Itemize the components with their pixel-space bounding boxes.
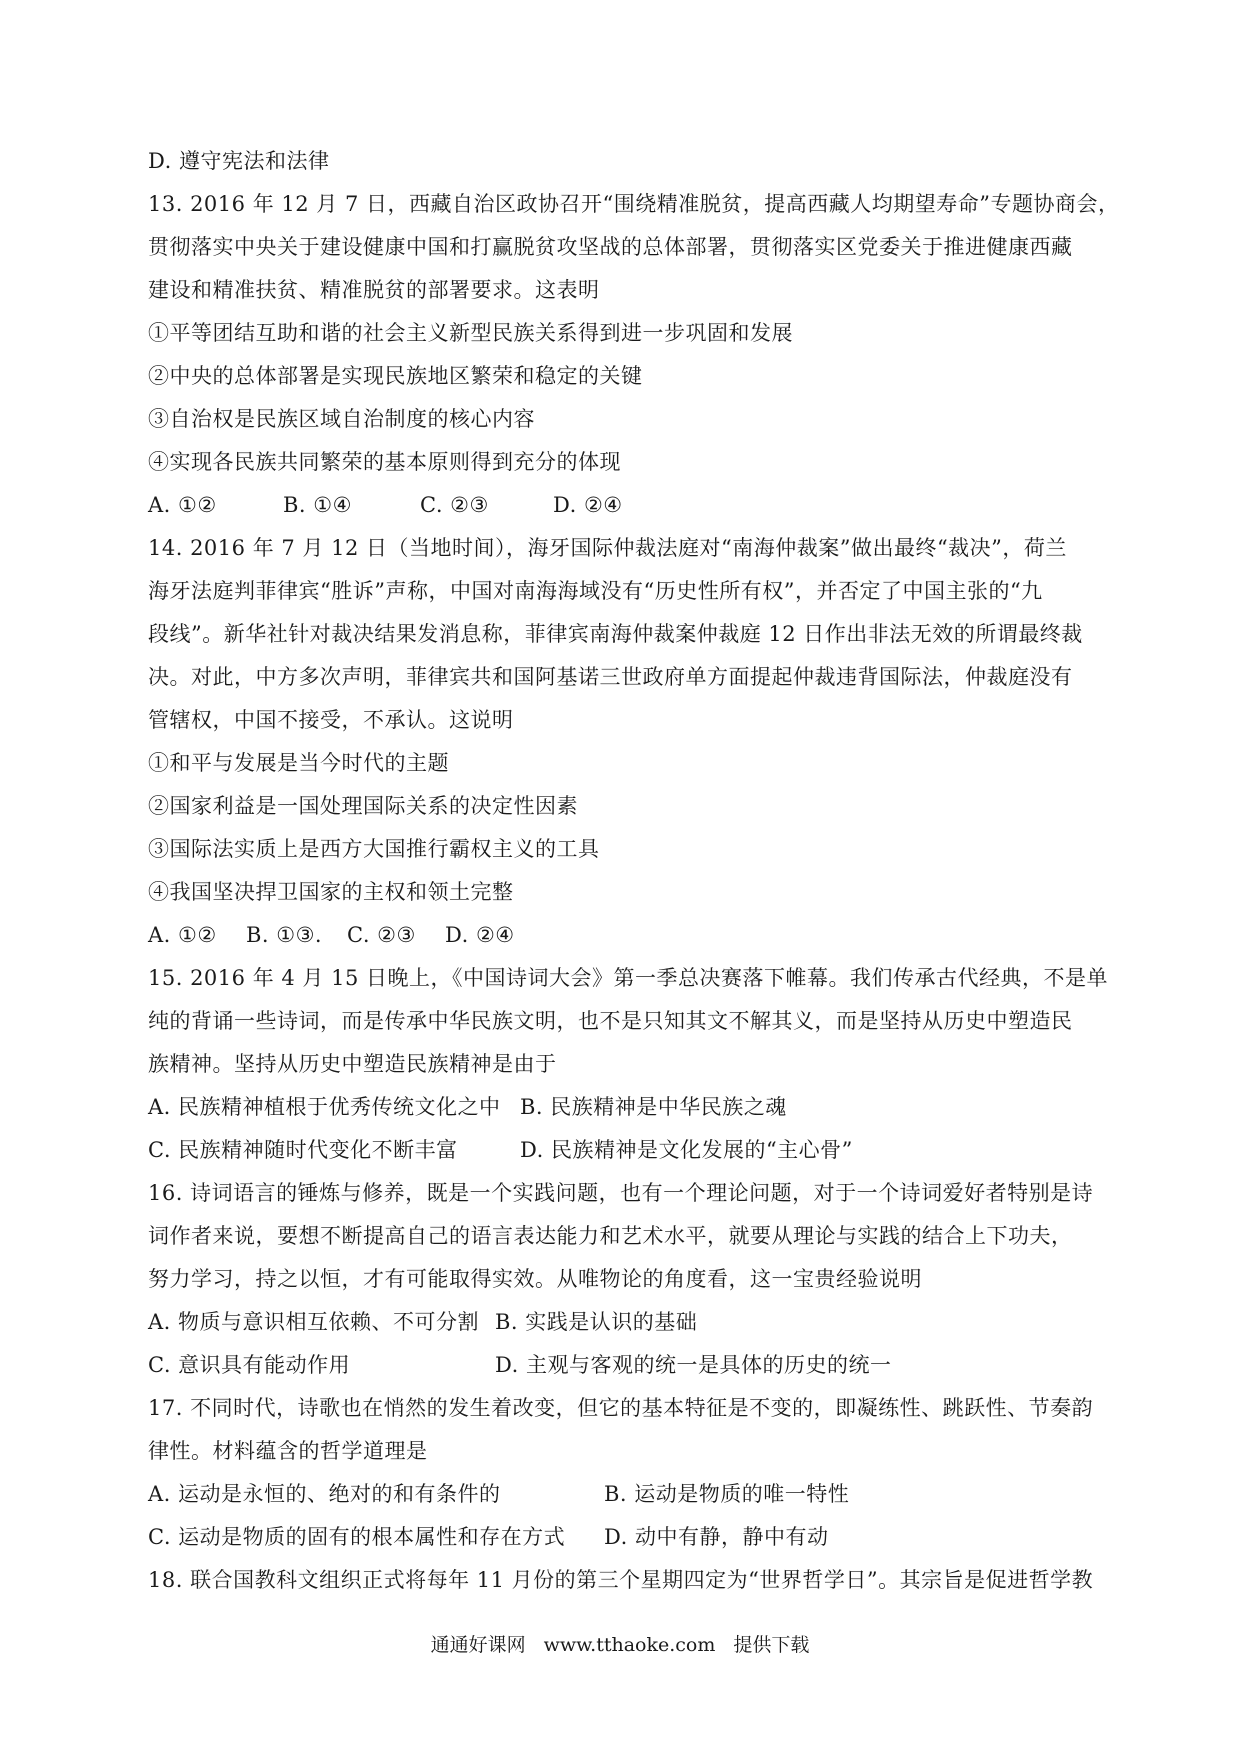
q16-option-d: D. 主观与客观的统一是具体的历史的统一 — [495, 1353, 892, 1377]
q13-statement-4: ④实现各民族共同繁荣的基本原则得到充分的体现 — [148, 450, 621, 474]
q13-option-b: B. ①④ — [283, 493, 352, 517]
q13-options — [148, 484, 1098, 527]
q14-options — [148, 914, 1098, 957]
q14-stem-line-5: 管辖权，中国不接受，不承认。这说明 — [148, 708, 514, 732]
q15-option-c: C. 民族精神随时代变化不断丰富 — [148, 1138, 458, 1162]
q14-stem-line-2: 海牙法庭判菲律宾“胜诉”声称，中国对南海海域没有“历史性所有权”，并否定了中国主张的“九 — [148, 579, 1043, 603]
q15-options-row-1 — [148, 1086, 1098, 1129]
q12-option-d: D. 遵守宪法和法律 — [148, 149, 330, 173]
q13-statement-2: ②中央的总体部署是实现民族地区繁荣和稳定的关键 — [148, 364, 643, 388]
q14-option-b: B. ①③. — [246, 923, 323, 947]
q18-stem-line-1: 18. 联合国教科文组织正式将每年 11 月份的第三个星期四定为“世界哲学日”。其宗旨是促进哲学教 — [148, 1568, 1094, 1592]
q16-option-a: A. 物质与意识相互依赖、不可分割 — [148, 1310, 480, 1334]
q16-options-row-2 — [148, 1344, 1098, 1387]
q13-statement-1: ①平等团结互助和谐的社会主义新型民族关系得到进一步巩固和发展 — [148, 321, 793, 345]
page-footer — [0, 1630, 1240, 1657]
q14-option-a: A. ①② — [148, 923, 217, 947]
q17-option-a: A. 运动是永恒的、绝对的和有条件的 — [148, 1482, 501, 1506]
q14-stem-line-3: 段线”。新华社针对裁决结果发消息称，菲律宾南海仲裁案仲裁庭 12 日作出非法无效的所谓最终裁 — [148, 622, 1083, 646]
document-body — [148, 140, 1120, 1602]
q13-statement-3: ③自治权是民族区域自治制度的核心内容 — [148, 407, 535, 431]
q17-options-row-2 — [148, 1516, 1098, 1559]
q17-options-row-1 — [148, 1473, 1098, 1516]
q16-option-c: C. 意识具有能动作用 — [148, 1353, 351, 1377]
q16-stem-line-3: 努力学习，持之以恒，才有可能取得实效。从唯物论的角度看，这一宝贵经验说明 — [148, 1267, 922, 1291]
q14-option-d: D. ②④ — [445, 923, 515, 947]
q17-option-b: B. 运动是物质的唯一特性 — [604, 1482, 850, 1506]
q14-stem-line-4: 决。对此，中方多次声明，菲律宾共和国阿基诺三世政府单方面提起仲裁违背国际法，仲裁庭没有 — [148, 665, 1073, 689]
q16-options-row-1 — [148, 1301, 1098, 1344]
q17-option-c: C. 运动是物质的固有的根本属性和存在方式 — [148, 1525, 566, 1549]
q14-statement-1: ①和平与发展是当今时代的主题 — [148, 751, 449, 775]
q14-statement-4: ④我国坚决捍卫国家的主权和领土完整 — [148, 880, 514, 904]
q14-statement-2: ②国家利益是一国处理国际关系的决定性因素 — [148, 794, 578, 818]
q15-stem-line-3: 族精神。坚持从历史中塑造民族精神是由于 — [148, 1052, 557, 1076]
q17-option-d: D. 动中有静，静中有动 — [604, 1525, 829, 1549]
q15-stem-line-1: 15. 2016 年 4 月 15 日晚上，《中国诗词大会》第一季总决赛落下帷幕。我们传承古代经典，不是单 — [148, 966, 1108, 990]
q13-stem-line-2: 贯彻落实中央关于建设健康中国和打赢脱贫攻坚战的总体部署，贯彻落实区党委关于推进健康西藏 — [148, 235, 1073, 259]
q17-stem-line-1: 17. 不同时代，诗歌也在悄然的发生着改变，但它的基本特征是不变的，即凝练性、跳跃性、节奏韵 — [148, 1396, 1094, 1420]
q15-options-row-2 — [148, 1129, 1098, 1172]
q16-stem-line-1: 16. 诗词语言的锤炼与修养，既是一个实践问题，也有一个理论问题，对于一个诗词爱好者特别是诗 — [148, 1181, 1094, 1205]
footer-note: 提供下载 — [733, 1634, 810, 1656]
q17-stem-line-2: 律性。材料蕴含的哲学道理是 — [148, 1439, 428, 1463]
q16-stem-line-2: 词作者来说，要想不断提高自己的语言表达能力和艺术水平，就要从理论与实践的结合上下功夫， — [148, 1224, 1073, 1248]
q13-option-c: C. ②③ — [420, 493, 489, 517]
q14-statement-3: ③国际法实质上是西方大国推行霸权主义的工具 — [148, 837, 600, 861]
footer-site-name: 通通好课网 — [430, 1634, 526, 1656]
q15-option-d: D. 民族精神是文化发展的“主心骨” — [520, 1138, 853, 1162]
q15-stem-line-2: 纯的背诵一些诗词，而是传承中华民族文明，也不是只知其文不解其义，而是坚持从历史中塑造民 — [148, 1009, 1073, 1033]
q14-stem-line-1: 14. 2016 年 7 月 12 日（当地时间），海牙国际仲裁法庭对“南海仲裁案”做出最终“裁决”，荷兰 — [148, 536, 1067, 560]
footer-url[interactable]: www.tthaoke.com — [543, 1634, 716, 1656]
q13-option-a: A. ①② — [148, 493, 217, 517]
q14-option-c: C. ②③ — [347, 923, 416, 947]
q15-option-b: B. 民族精神是中华民族之魂 — [520, 1095, 787, 1119]
q13-option-d: D. ②④ — [553, 493, 623, 517]
q13-stem-line-1: 13. 2016 年 12 月 7 日，西藏自治区政协召开“围绕精准脱贫，提高西藏人均期望寿命”专题协商会， — [148, 192, 1120, 216]
q13-stem-line-3: 建设和精准扶贫、精准脱贫的部署要求。这表明 — [148, 278, 600, 302]
q15-option-a: A. 民族精神植根于优秀传统文化之中 — [148, 1095, 501, 1119]
q16-option-b: B. 实践是认识的基础 — [495, 1310, 698, 1334]
